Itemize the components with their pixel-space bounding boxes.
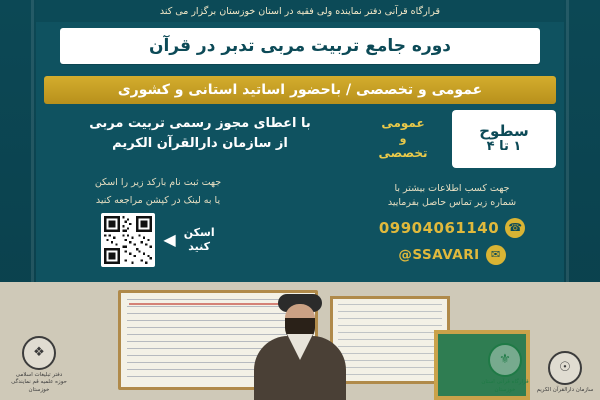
levels-type-tag [360,112,446,166]
footer-photo-strip [0,282,600,400]
contact-heading-line2: شماره زیر تماس حاصل بفرمایید [387,197,517,209]
qr-heading-line1: جهت ثبت نام بارکد زیر را اسکن [94,177,222,188]
contact-social-row[interactable] [352,245,552,265]
daralquran-logo-mark: ☉ [548,351,582,385]
instructor-photo [252,288,348,400]
daralquran-logo-text: سازمان دارالقرآن الکریم [536,386,594,393]
subtitle-bar [44,76,556,104]
phone-icon: ☎ [505,218,525,238]
levels-text-line2: از سازمان دارالقرآن الکریم [112,135,288,151]
levels-badge-line2: ۱ تا ۴ [486,139,522,155]
qr-code[interactable] [101,213,155,267]
quran-org-logo-text: قرارگاه قرآنی استان خوزستان [481,379,529,393]
scan-label-line1: اسکن [183,225,215,239]
arrow-left-icon: ◀ [163,229,176,249]
qr-row [48,213,268,267]
levels-text-line1: با اعطای مجوز رسمی تربیت مربی [89,116,311,131]
title-block [60,28,540,64]
qr-block [48,176,268,267]
seminary-logo-mark: ❖ [22,336,56,370]
quran-org-logo [476,343,534,394]
seminary-logo-text: دفتر تبلیغات اسلامی حوزه علمیه قم نمایندگی خوزستان [11,371,67,393]
quran-org-logo-mark: ⚜ [488,343,522,377]
whiteboard-secondary [330,296,450,384]
levels-row [44,110,556,172]
top-banner-text: قرارگاه قرآنی دفتر نماینده ولی فقیه در استان خوزستان برگزار می کند [159,5,441,17]
contact-social-value: @SSAVARI [398,246,480,263]
levels-tag-line1: عمومی [381,116,425,131]
eitaa-icon: ✉ [486,245,506,265]
levels-badge-line1: سطوح [479,121,529,140]
contact-heading-line1: جهت کسب اطلاعات بیشتر با [394,183,510,194]
top-banner [36,0,564,22]
qr-heading-line2: یا به لینک در کپشن مراجعه کنید [95,195,221,207]
levels-badge [452,110,556,168]
levels-tag-plus: و [399,131,407,145]
contact-block [352,182,552,265]
levels-tag-line2: تخصصی [378,146,428,161]
daralquran-logo [536,351,594,394]
subtitle-text: عمومی و تخصصی / باحضور اساتید استانی و کشوری [117,82,483,98]
page-title: دوره جامع تربیت مربی تدبر در قرآن [148,36,452,56]
contact-phone-value: 09904061140 [378,218,500,237]
seminary-logo [10,336,68,394]
whiteboard-text-lines [338,304,442,376]
contact-phone-row[interactable] [352,218,552,238]
levels-description [44,114,356,153]
scan-label-line2: کنید [188,239,211,253]
scan-label [184,226,215,254]
